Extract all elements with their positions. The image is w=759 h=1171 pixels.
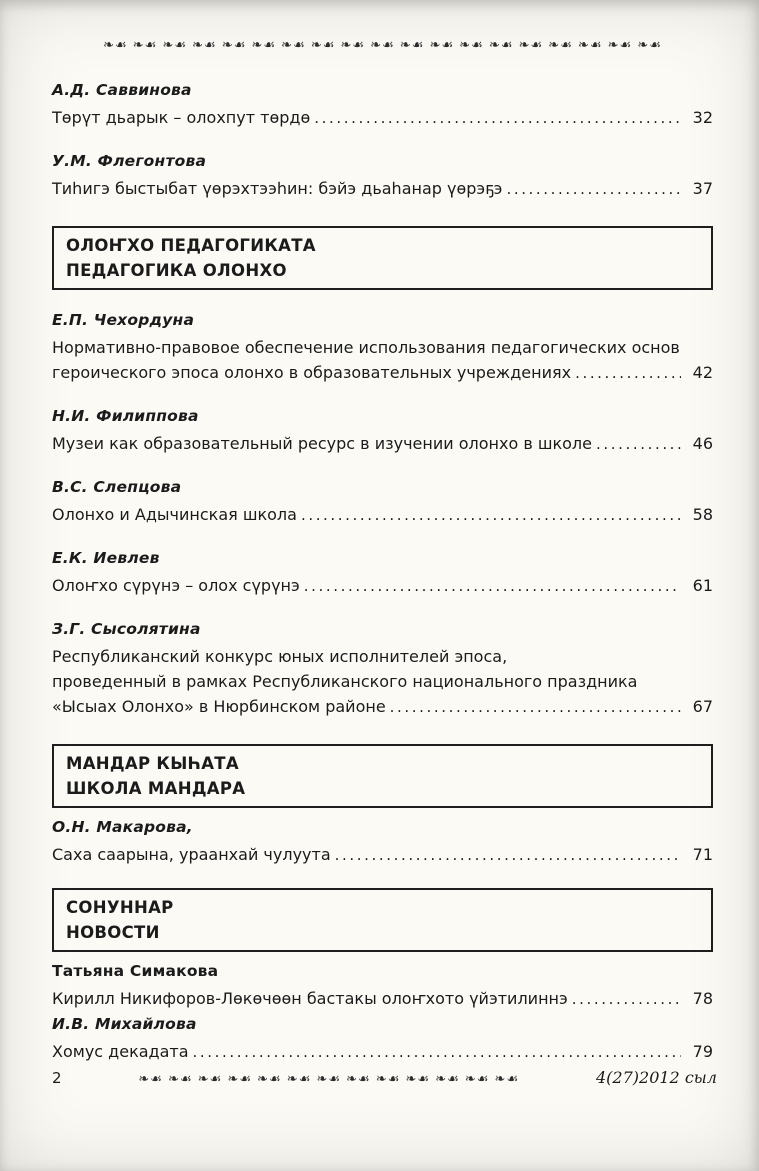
toc-page-number: 42 bbox=[692, 363, 713, 382]
toc-page-number: 78 bbox=[692, 989, 713, 1008]
footer-issue-label: 4(27)2012 сыл bbox=[595, 1068, 717, 1087]
author-name: В.С. Слепцова bbox=[52, 478, 182, 496]
toc-title: Хомус декадата bbox=[52, 1042, 189, 1061]
author-name: О.Н. Макарова, bbox=[52, 818, 193, 836]
author-name: А.Д. Саввинова bbox=[52, 81, 192, 99]
toc-title-row bbox=[52, 105, 713, 131]
toc-title: Төрүт дьарык – олохпут төрдө bbox=[52, 108, 311, 127]
toc-page-number: 61 bbox=[692, 576, 713, 595]
toc-title: Олонхо и Адычинская школа bbox=[52, 505, 297, 524]
section-heading-line: СОНУННАР bbox=[66, 898, 174, 917]
section-heading-olonkho-pedagogy bbox=[52, 226, 713, 290]
floral-ornament-border-top: ❧☙ ❧☙ ❧☙ ❧☙ ❧☙ ❧☙ ❧☙ ❧☙ ❧☙ ❧☙ ❧☙ ❧☙ ❧☙ ❧☙ ❧☙ ❧☙ ❧☙ ❧☙ ❧☙ bbox=[103, 38, 662, 53]
toc-title-line: Республиканский конкурс юных исполнителей эпоса, bbox=[52, 647, 508, 666]
page-footer bbox=[52, 1068, 717, 1087]
toc-entry bbox=[52, 619, 713, 720]
toc-title-row bbox=[52, 1039, 713, 1065]
toc-title: Музеи как образовательный ресурс в изучении олонхо в школе bbox=[52, 434, 592, 453]
toc-page-number: 46 bbox=[692, 434, 713, 453]
author-name: Н.И. Филиппова bbox=[52, 407, 199, 425]
section-heading-line: НОВОСТИ bbox=[66, 923, 160, 942]
toc-title-row bbox=[52, 360, 713, 386]
toc-page-number: 58 bbox=[692, 505, 713, 524]
toc-entry bbox=[52, 406, 713, 457]
toc-title: Саха саарына, ураанхай чулуута bbox=[52, 845, 331, 864]
section-heading-line: МАНДАР КЫҺАТА bbox=[66, 754, 239, 773]
toc-entry bbox=[52, 1014, 713, 1065]
dot-leader bbox=[193, 1039, 681, 1065]
toc-page-number: 67 bbox=[692, 697, 713, 716]
dot-leader bbox=[304, 573, 681, 599]
toc-entry bbox=[52, 548, 713, 599]
dot-leader bbox=[390, 694, 681, 720]
toc-title-row bbox=[52, 842, 713, 868]
toc-title-row bbox=[52, 986, 713, 1012]
toc-page-number: 37 bbox=[692, 179, 713, 198]
toc-entry bbox=[52, 961, 713, 1012]
toc-entry bbox=[52, 151, 713, 202]
toc-page-number: 71 bbox=[692, 845, 713, 864]
dot-leader bbox=[506, 176, 681, 202]
section-heading-line: ПЕДАГОГИКА ОЛОНХО bbox=[66, 261, 287, 280]
dot-leader bbox=[335, 842, 681, 868]
author-name: Татьяна Симакова bbox=[52, 962, 219, 980]
toc-title-row bbox=[52, 431, 713, 457]
toc-entry bbox=[52, 477, 713, 528]
toc-entry bbox=[52, 817, 713, 868]
toc-title-row bbox=[52, 502, 713, 528]
author-name: И.В. Михайлова bbox=[52, 1015, 197, 1033]
toc-title: Олоҥхо сүрүнэ – олох сүрүнэ bbox=[52, 576, 300, 595]
section-heading-mandar-school bbox=[52, 744, 713, 808]
toc-title: Тиһигэ быстыбат үөрэхтээһин: бэйэ дьаһанар үөрэҕэ bbox=[52, 179, 503, 198]
dot-leader bbox=[572, 986, 681, 1012]
toc-title-row bbox=[52, 573, 713, 599]
toc-title: Кирилл Никифоров-Лөкөчөөн бастакы олоҥхото үйэтилиннэ bbox=[52, 989, 568, 1008]
toc-title-line: Нормативно-правовое обеспечение использования педагогических основ bbox=[52, 338, 680, 357]
toc-entry bbox=[52, 80, 713, 131]
toc-page-number: 79 bbox=[692, 1042, 713, 1061]
toc-title-line: проведенный в рамках Республиканского национального праздника bbox=[52, 672, 638, 691]
dot-leader bbox=[575, 360, 681, 386]
dot-leader bbox=[596, 431, 681, 457]
author-name: Е.П. Чехордуна bbox=[52, 311, 195, 329]
author-name: Е.К. Иевлев bbox=[52, 549, 160, 567]
toc-title: героического эпоса олонхо в образовательных учреждениях bbox=[52, 363, 572, 382]
section-heading-line: ШКОЛА МАНДАРА bbox=[66, 779, 246, 798]
author-name: З.Г. Сысолятина bbox=[52, 620, 201, 638]
floral-ornament-border-footer: ❧☙ ❧☙ ❧☙ ❧☙ ❧☙ ❧☙ ❧☙ ❧☙ ❧☙ ❧☙ ❧☙ ❧☙ ❧☙ bbox=[138, 1072, 520, 1087]
toc-title-row bbox=[52, 176, 713, 202]
section-heading-line: ОЛОҤХО ПЕДАГОГИКАТА bbox=[66, 236, 316, 255]
toc-entry bbox=[52, 310, 713, 386]
section-heading-news bbox=[52, 888, 713, 952]
toc-page-number: 32 bbox=[692, 108, 713, 127]
dot-leader bbox=[301, 502, 681, 528]
author-name: У.М. Флегонтова bbox=[52, 152, 207, 170]
footer-page-number: 2 bbox=[52, 1069, 62, 1087]
dot-leader bbox=[314, 105, 681, 131]
toc-title: «Ысыах Олонхо» в Нюрбинском районе bbox=[52, 697, 386, 716]
toc-title-row bbox=[52, 694, 713, 720]
